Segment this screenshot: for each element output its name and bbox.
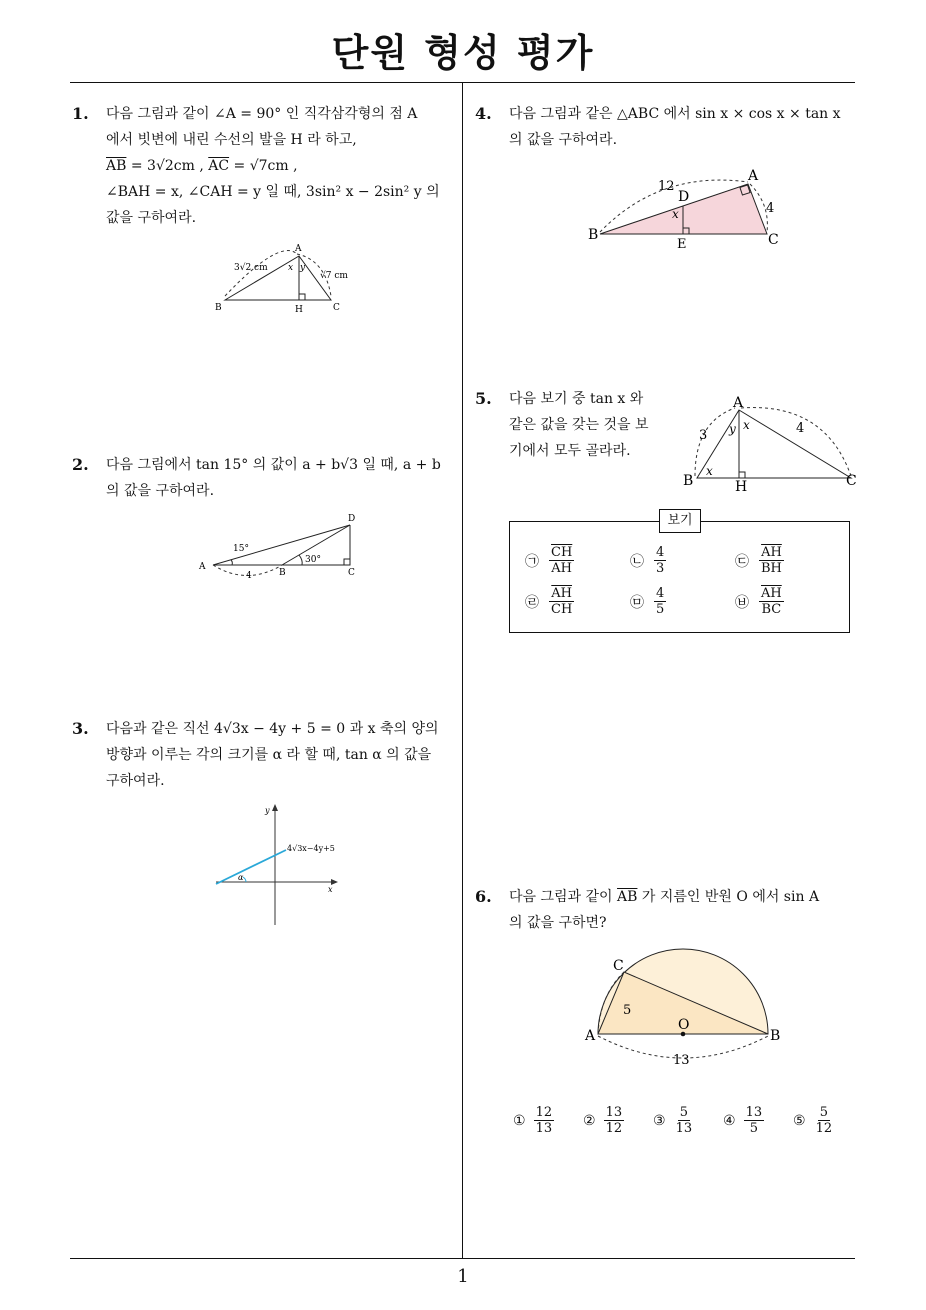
- q3-text: [106, 716, 461, 794]
- q1-line: [106, 153, 456, 179]
- numerator: 5: [679, 1105, 688, 1120]
- denominator: CH: [551, 602, 573, 617]
- q1-text: [106, 101, 456, 231]
- label-e: E: [677, 237, 687, 252]
- label-d: D: [678, 189, 690, 205]
- label-a: A: [748, 168, 759, 184]
- bogi-mark: ㉣: [525, 594, 539, 611]
- label-y: y: [729, 422, 736, 436]
- denominator: BC: [761, 602, 782, 617]
- q5-line: 기에서 모두 골라라.: [509, 443, 631, 459]
- segment-ac: $\overline{AC}$: [208, 158, 230, 174]
- label-ac-length: 4: [796, 421, 805, 436]
- choice-5[interactable]: [793, 1105, 834, 1136]
- q1-line: 값을 구하여라.: [106, 210, 197, 226]
- q2-number: 2.: [72, 455, 89, 474]
- denominator: 5: [656, 602, 665, 617]
- denominator: 12: [605, 1121, 623, 1136]
- denominator: 5: [749, 1121, 758, 1136]
- q5-right-angle-h: [739, 472, 745, 478]
- label-x: x: [328, 885, 333, 894]
- label-ac-length: 5: [623, 1003, 632, 1018]
- label-a: A: [733, 395, 744, 411]
- q2-angle-15: [231, 560, 232, 565]
- label-c: C: [348, 568, 355, 578]
- q5-line: 같은 값을 갖는 것을 보: [509, 417, 649, 433]
- numerator: $\overline{AH}$: [551, 586, 573, 601]
- y-axis-arrow: [272, 804, 278, 811]
- q1-ab-value: = 3√2cm ,: [126, 158, 204, 174]
- bogi-label: 보기: [659, 509, 701, 533]
- bogi-mark: ㉠: [525, 553, 539, 570]
- q5-arc-ac: [741, 408, 851, 476]
- q2-angle-30: [299, 555, 302, 565]
- label-b: B: [588, 227, 599, 243]
- bogi-mark: ㉢: [735, 553, 749, 570]
- label-x-a: x: [743, 418, 750, 432]
- label-h: H: [735, 479, 748, 495]
- choice-mark: ②: [583, 1112, 596, 1129]
- q1-ac-value: = √7cm ,: [229, 158, 298, 174]
- q6-text-post: 가 지름인 반원 O 에서 sin A: [641, 889, 820, 905]
- label-bd-length: 12: [658, 179, 675, 194]
- choice-fraction: [674, 1105, 695, 1136]
- q6-figure: [580, 940, 790, 1070]
- q1-number: 1.: [72, 104, 89, 123]
- q5-line: 다음 보기 중 tan x 와: [509, 391, 644, 407]
- numerator: $\overline{CH}$: [551, 545, 573, 560]
- page-title: 단원 형성 평가: [331, 31, 595, 75]
- segment-ab: $\overline{AB}$: [617, 889, 638, 905]
- label-a: A: [199, 562, 206, 572]
- numerator: $\overline{AH}$: [761, 586, 782, 601]
- label-c: C: [333, 303, 340, 313]
- q3-line: 다음과 같은 직선 4√3x − 4y + 5 = 0 과 x 축의 양의: [106, 721, 439, 737]
- q1-line: ∠BAH = x, ∠CAH = y 일 때, 3sin² x − 2sin² y 의: [106, 184, 440, 200]
- bogi-item: [630, 586, 666, 617]
- label-x-b: x: [706, 464, 713, 478]
- bogi-item: [735, 545, 784, 576]
- denominator: 3: [656, 561, 665, 576]
- q3-line: 방향과 이루는 각의 크기를 α 라 할 때, tan α 의 값을: [106, 747, 432, 763]
- q2-line: 의 값을 구하여라.: [106, 483, 215, 499]
- q1-figure: [200, 238, 360, 318]
- bogi-fraction: [654, 586, 666, 617]
- choice-fraction: [814, 1105, 835, 1136]
- q6-line: [509, 884, 854, 910]
- choice-mark: ①: [513, 1112, 526, 1129]
- choice-3[interactable]: [653, 1105, 694, 1136]
- label-y: y: [265, 806, 270, 815]
- bogi-item: [525, 545, 574, 576]
- label-a: A: [295, 244, 302, 254]
- q3-line: 구하여라.: [106, 773, 165, 789]
- label-x: x: [672, 207, 679, 221]
- q3-figure: [210, 800, 360, 930]
- label-ab-length: 13: [673, 1053, 690, 1068]
- label-c: C: [846, 473, 857, 489]
- denominator: 12: [815, 1121, 833, 1136]
- q2-right-angle: [344, 559, 350, 565]
- label-alpha: α: [238, 873, 244, 882]
- denominator: 13: [535, 1121, 553, 1136]
- q3-angle-alpha: [243, 877, 246, 882]
- label-ab-length: 3: [699, 428, 708, 443]
- q2-text: [106, 452, 456, 504]
- label-c: C: [768, 232, 779, 248]
- label-ab-length: 3√2 cm: [234, 263, 268, 273]
- q5-figure: [675, 392, 865, 496]
- bogi-fraction: [654, 545, 666, 576]
- numerator: 13: [605, 1105, 623, 1120]
- choice-fraction: [604, 1105, 625, 1136]
- denominator: 13: [675, 1121, 693, 1136]
- denominator: AH: [551, 561, 573, 576]
- label-b: B: [279, 568, 286, 578]
- label-line-equation: 4√3x−4y+5: [287, 844, 335, 853]
- q1-line: 에서 빗변에 내린 수선의 발을 H 라 하고,: [106, 132, 357, 148]
- segment-ab: $\overline{AB}$: [106, 158, 127, 174]
- page-number: 1: [457, 1266, 469, 1287]
- choice-mark: ⑤: [793, 1112, 806, 1129]
- choice-mark: ③: [653, 1112, 666, 1129]
- q1-line: 다음 그림과 같이 ∠A = 90° 인 직각삼각형의 점 A: [106, 106, 418, 122]
- choice-fraction: [744, 1105, 765, 1136]
- label-b: B: [215, 303, 222, 313]
- bogi-item: [630, 545, 666, 576]
- numerator: 5: [819, 1105, 828, 1120]
- numerator: 13: [745, 1105, 763, 1120]
- q6-text: [509, 884, 854, 936]
- bogi-fraction: [759, 545, 784, 576]
- q5-number: 5.: [475, 389, 492, 408]
- q2-figure: [195, 510, 370, 585]
- label-angle-15: 15°: [233, 544, 249, 554]
- label-y: y: [300, 263, 306, 273]
- numerator: 4: [656, 586, 665, 601]
- choice-mark: ④: [723, 1112, 736, 1129]
- q4-line: 의 값을 구하여라.: [509, 132, 618, 148]
- q5-text: [509, 386, 669, 464]
- label-o: O: [678, 1017, 690, 1033]
- q6-number: 6.: [475, 887, 492, 906]
- column-divider: [462, 82, 463, 1258]
- label-b: B: [770, 1028, 781, 1044]
- label-a: A: [585, 1028, 596, 1044]
- bogi-fraction: [549, 545, 574, 576]
- q4-figure: [580, 160, 790, 255]
- choice-fraction: [534, 1105, 555, 1136]
- label-ab-length: 4: [246, 571, 252, 581]
- q6-line: 의 값을 구하면?: [509, 915, 607, 931]
- bogi-mark: ㉤: [630, 594, 644, 611]
- label-b: B: [683, 473, 694, 489]
- bogi-item: [525, 586, 574, 617]
- q4-number: 4.: [475, 104, 492, 123]
- numerator: $\overline{AH}$: [761, 545, 782, 560]
- q1-arc-ab: [225, 251, 297, 296]
- numerator: 12: [535, 1105, 553, 1120]
- q3-number: 3.: [72, 719, 89, 738]
- bottom-rule: [70, 1258, 855, 1259]
- q6-text-pre: 다음 그림과 같이: [509, 889, 613, 905]
- bogi-mark: ㉥: [735, 594, 749, 611]
- q4-text: [509, 101, 854, 153]
- q5-triangle: [697, 410, 851, 478]
- label-h: H: [295, 305, 303, 315]
- label-c: C: [613, 958, 624, 974]
- label-x: x: [288, 263, 294, 273]
- bogi-item: [735, 586, 784, 617]
- bogi-fraction: [759, 586, 784, 617]
- bogi-fraction: [549, 586, 574, 617]
- label-angle-30: 30°: [305, 555, 321, 565]
- label-ac-length: 4: [766, 201, 775, 216]
- q1-right-angle: [299, 294, 305, 300]
- denominator: BH: [761, 561, 782, 576]
- bogi-mark: ㉡: [630, 553, 644, 570]
- q4-line: 다음 그림과 같은 △ABC 에서 sin x × cos x × tan x: [509, 106, 841, 122]
- label-ac-length: √7 cm: [320, 271, 348, 281]
- numerator: 4: [656, 545, 665, 560]
- choice-2[interactable]: [583, 1105, 624, 1136]
- label-d: D: [348, 514, 356, 524]
- choice-1[interactable]: [513, 1105, 554, 1136]
- choice-4[interactable]: [723, 1105, 764, 1136]
- q2-line: 다음 그림에서 tan 15° 의 값이 a + b√3 일 때, a + b: [106, 457, 441, 473]
